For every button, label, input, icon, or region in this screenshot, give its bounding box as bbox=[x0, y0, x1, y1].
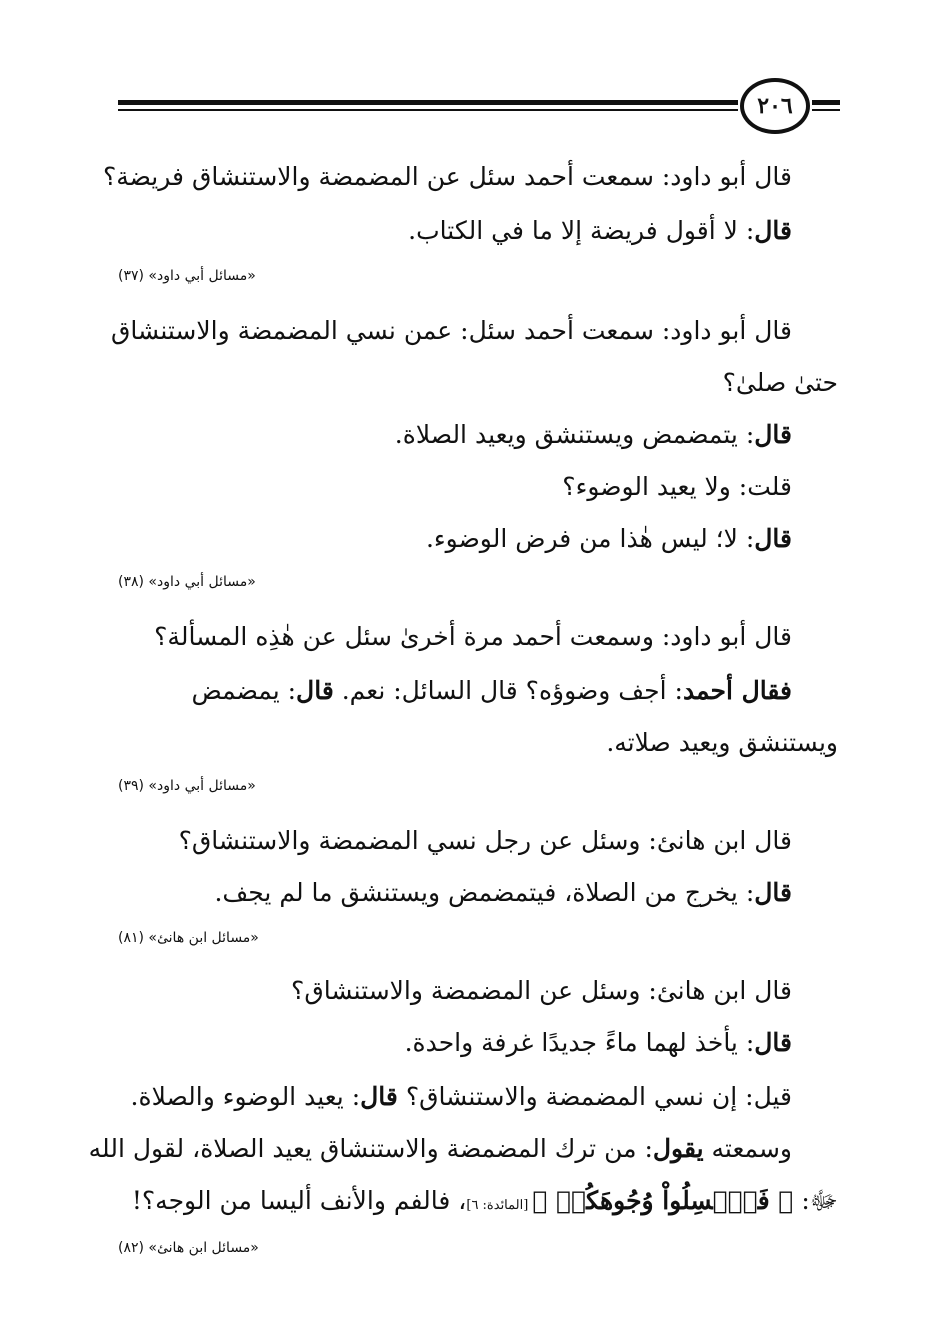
text-line bbox=[131, 1080, 792, 1114]
text-line: قال أبو داود: سمعت أحمد سئل عن المضمضة والاستنشاق فريضة؟ bbox=[102, 162, 792, 191]
header-rule-right-thick bbox=[812, 100, 840, 105]
speaker-label: قال bbox=[360, 1082, 398, 1111]
text-span: : لا أقول فريضة إلا ما في الكتاب. bbox=[408, 216, 755, 245]
source-citation: «مسائل أبي داود» (٣٧) bbox=[118, 268, 256, 284]
text-line bbox=[408, 214, 792, 248]
speaker-label: فقال أحمد bbox=[682, 676, 792, 705]
text-line: حتىٰ صلىٰ؟ bbox=[722, 368, 838, 397]
speaker-label: يقول bbox=[652, 1134, 704, 1163]
text-line: قال ابن هانئ: وسئل عن المضمضة والاستنشاق؟ bbox=[291, 976, 792, 1005]
page-number: ٢٠٦ bbox=[740, 78, 810, 134]
text-span: : يتمضمض ويستنشق ويعيد الصلاة. bbox=[394, 420, 755, 449]
text-line bbox=[89, 1132, 792, 1166]
text-span: : يعيد الوضوء والصلاة. bbox=[130, 1082, 361, 1111]
text-line bbox=[214, 876, 792, 910]
speaker-label: قال bbox=[296, 676, 334, 705]
page-header bbox=[0, 70, 930, 140]
speaker-label: قال bbox=[754, 524, 792, 553]
text-line: قال أبو داود: سمعت أحمد سئل: عمن نسي المضمضة والاستنشاق bbox=[111, 316, 792, 345]
source-citation: «مسائل ابن هانئ» (٨١) bbox=[118, 930, 259, 946]
text-line: قال أبو داود: وسمعت أحمد مرة أخرىٰ سئل عن هٰذِه المسألة؟ bbox=[154, 622, 792, 651]
text-line bbox=[132, 1184, 838, 1223]
source-citation: «مسائل ابن هانئ» (٨٢) bbox=[118, 1240, 259, 1256]
text-span: : لا؛ ليس هٰذا من فرض الوضوء. bbox=[425, 524, 755, 553]
text-line bbox=[405, 1026, 792, 1060]
speaker-label: قال bbox=[754, 878, 792, 907]
speaker-label: قال bbox=[754, 216, 792, 245]
text-span: : أجف وضوؤه؟ قال السائل: نعم. bbox=[333, 676, 683, 705]
speaker-label: قال bbox=[754, 420, 792, 449]
text-line: قال ابن هانئ: وسئل عن رجل نسي المضمضة والاستنشاق؟ bbox=[178, 826, 792, 855]
text-span: : من ترك المضمضة والاستنشاق يعيد الصلاة، لقول الله bbox=[88, 1134, 653, 1163]
source-citation: «مسائل أبي داود» (٣٨) bbox=[118, 574, 256, 590]
header-rule-thin bbox=[118, 109, 738, 111]
text-line: قلت: ولا يعيد الوضوء؟ bbox=[562, 472, 792, 501]
verse-reference: [المائدة: ٦] bbox=[466, 1198, 533, 1213]
quran-verse: ﴿ فَٱغۡسِلُواْ وُجُوهَكُمۡ ﴾ bbox=[532, 1186, 794, 1215]
source-citation: «مسائل أبي داود» (٣٩) bbox=[118, 778, 256, 794]
text-span: : يمضمض bbox=[191, 676, 297, 705]
text-line bbox=[426, 522, 792, 556]
text-line bbox=[395, 418, 792, 452]
text-span: : يأخذ لهما ماءً جديدًا غرفة واحدة. bbox=[404, 1028, 755, 1057]
text-span: : يخرج من الصلاة، فيتمضمض ويستنشق ما لم يجف. bbox=[214, 878, 755, 907]
text-line bbox=[191, 674, 792, 708]
text-span: قيل: إن نسي المضمضة والاستنشاق؟ bbox=[397, 1082, 792, 1111]
header-rule-thick bbox=[118, 100, 738, 105]
header-rule-right-thin bbox=[812, 109, 840, 111]
text-span: ، فالفم والأنف أليسا من الوجه؟! bbox=[131, 1186, 467, 1215]
speaker-label: قال bbox=[754, 1028, 792, 1057]
text-line: ويستنشق ويعيد صلاته. bbox=[606, 728, 838, 757]
text-span: ﷻ: bbox=[793, 1186, 838, 1215]
text-span: وسمعته bbox=[703, 1134, 792, 1163]
